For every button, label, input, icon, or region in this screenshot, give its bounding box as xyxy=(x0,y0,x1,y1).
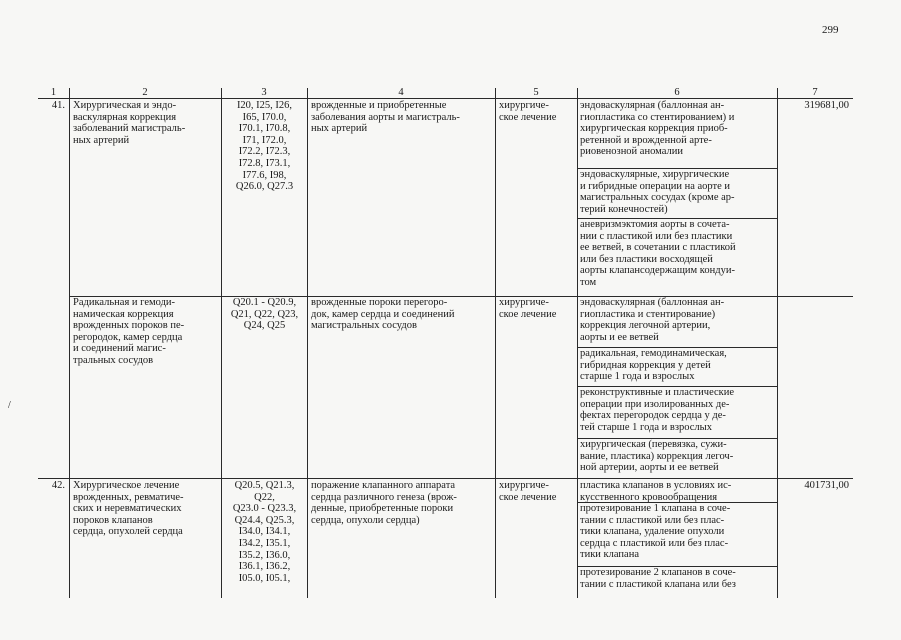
row-rule xyxy=(38,478,853,479)
treatment-method: протезирование 2 клапанов в соче- тании с пластикой клапана или без xyxy=(580,567,736,590)
header-col-6: 6 xyxy=(674,87,680,98)
treatment-method: эндоваскулярные, хирургические и гибридные операции на аорте и магистральных сосудах (кроме ар- терий конечностей) xyxy=(580,169,735,215)
margin-mark: / xyxy=(8,400,11,411)
icd-codes: Q20.1 - Q20.9, Q21, Q22, Q23, Q24, Q25 xyxy=(230,297,299,332)
column-rule xyxy=(307,88,308,598)
treatment-type: хирургиче- ское лечение xyxy=(499,100,557,123)
column-rule xyxy=(69,88,70,598)
treatment-method: эндоваскулярная (баллонная ан- гиопластика и стентирование) коррекция легочной артерии, аорты и ее ветвей xyxy=(580,297,725,343)
header-col-4: 4 xyxy=(398,87,404,98)
cost-value: 319681,00 xyxy=(804,100,849,111)
method-group-name: Радикальная и гемоди- намическая коррекция врожденных пороков пе- регородок, камер сердца и соединений магис- тральных сосудов xyxy=(73,297,185,366)
treatment-method: протезирование 1 клапана в соче- тании с пластикой или без плас- тики клапана, удаление опухоли сердца с пластикой или без плас- тики клапана xyxy=(580,503,731,561)
row-number: 41. xyxy=(51,100,65,111)
icd-codes: Q20.5, Q21.3, Q22, Q23.0 - Q23.3, Q24.4, Q25.3, I34.0, I34.1, I34.2, I35.1, I35.2, I36.0, I36.1, I36.2, I05.0, I05.1, xyxy=(232,480,297,584)
treatment-type: хирургиче- ское лечение xyxy=(499,297,557,320)
treatment-method: хирургическая (перевязка, сужи- вание, пластика) коррекция легоч- ной артерии, аорты и ее ветвей xyxy=(580,439,734,474)
row-number: 42. xyxy=(51,480,65,491)
treatment-method: эндоваскулярная (баллонная ан- гиопластика со стентированием) и хирургическая коррекция приоб- ретенной и врожденной артe- риовенозной аномалии xyxy=(580,100,735,158)
header-col-3: 3 xyxy=(261,87,267,98)
services-table xyxy=(38,88,853,598)
header-col-2: 2 xyxy=(142,87,148,98)
condition-model: врожденные и приобретенные заболевания аорты и магистраль- ных артерий xyxy=(311,100,460,135)
header-col-7: 7 xyxy=(812,87,818,98)
header-rule xyxy=(38,98,853,99)
condition-model: врожденные пороки перегоро- док, камер сердца и соединений магистральных сосудов xyxy=(311,297,455,332)
treatment-type: хирургиче- ское лечение xyxy=(499,480,557,503)
method-group-name: Хирургическое лечение врожденных, ревматиче- ских и неревматических пороков клапанов сердца, опухолей сердца xyxy=(73,480,184,538)
page-number: 299 xyxy=(822,24,839,36)
column-rule xyxy=(577,88,578,598)
treatment-method: аневризмэктомия аорты в сочета- нии с пластикой или без пластики ее ветвей, в сочетании с пластикой или без пластики восходящей аорты клапансодержащим кондуи- том xyxy=(580,219,736,288)
condition-model: поражение клапанного аппарата сердца различного генеза (врож- денные, приобретенные пороки сердца, опухоли сердца) xyxy=(311,480,457,526)
cost-value: 401731,00 xyxy=(804,480,849,491)
treatment-method: реконструктивные и пластические операции при изолированных де- фектах перегородок сердца у де- тей старше 1 года и взрослых xyxy=(580,387,735,433)
treatment-method: пластика клапанов в условиях ис- кусственного кровообращения xyxy=(580,480,732,502)
header-col-5: 5 xyxy=(533,87,539,98)
column-rule xyxy=(495,88,496,598)
header-col-1: 1 xyxy=(50,87,57,98)
treatment-method: радикальная, гемодинамическая, гибридная коррекция у детей старше 1 года и взрослых xyxy=(580,348,727,383)
icd-codes: I20, I25, I26, I65, I70.0, I70.1, I70.8, I71, I72.0, I72.2, I72.3, I72.8, I73.1, I77.6, I98, Q26.0, Q27.3 xyxy=(235,100,294,193)
column-rule xyxy=(777,88,778,598)
method-group-name: Хирургическая и эндо- васкулярная коррекция заболеваний магистраль- ных артерий xyxy=(73,100,186,146)
